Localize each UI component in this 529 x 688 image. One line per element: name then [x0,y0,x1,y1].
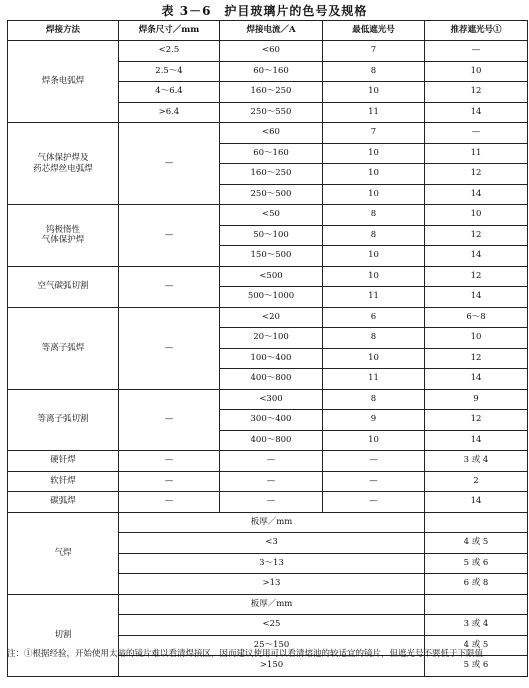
min-shade-cell: 11 [323,369,425,390]
rec-shade-cell: 14 [425,102,528,123]
table-row [8,41,528,62]
min-shade-cell: 11 [323,102,425,123]
rec-shade-cell: 4 或 5 [425,533,528,554]
rec-shade-cell: 10 [425,61,528,82]
shade-table [7,20,528,677]
method-cell: 钨极惰性 气体保护焊 [8,205,119,267]
rec-shade-cell: 3 或 4 [425,615,528,636]
rec-shade-cell: 12 [425,82,528,103]
size-cell: — [119,389,220,451]
current-cell: <50 [220,205,323,226]
min-shade-cell: 10 [323,430,425,451]
thickness-cell: <25 [119,615,425,636]
rec-shade-cell: 14 [425,369,528,390]
header-cell: 焊接方法 [8,21,119,41]
rec-shade-cell: — [425,41,528,62]
min-shade-cell: 10 [323,348,425,369]
min-cell: — [323,451,425,472]
thickness-cell: >150 [119,656,425,677]
header-cell: 焊条尺寸／mm [119,21,220,41]
current-cell: — [220,492,323,513]
header-cell: 推荐遮光号① [425,21,528,41]
size-cell: <2.5 [119,41,220,62]
rec-shade-cell [425,512,528,533]
rec-shade-cell: 14 [425,184,528,205]
rec-shade-cell: — [425,123,528,144]
current-cell: 150～500 [220,246,323,267]
size-cell: — [119,492,220,513]
rec-shade-cell: 12 [425,266,528,287]
min-cell: — [323,492,425,513]
table-row [8,471,528,492]
rec-shade-cell: 12 [425,410,528,431]
current-cell: — [220,451,323,472]
min-shade-cell: 6 [323,307,425,328]
min-shade-cell: 7 [323,123,425,144]
size-cell: — [119,205,220,267]
table-row [8,512,528,533]
current-cell: 20～100 [220,328,323,349]
method-cell: 等离子弧焊 [8,307,119,389]
current-cell: <60 [220,123,323,144]
thickness-cell: 3～13 [119,553,425,574]
rec-shade-cell: 11 [425,143,528,164]
table-row [8,594,528,615]
current-cell: 50～100 [220,225,323,246]
min-shade-cell: 9 [323,410,425,431]
method-cell: 焊条电弧焊 [8,41,119,123]
size-cell: — [119,451,220,472]
header-row [8,21,528,41]
current-cell: <20 [220,307,323,328]
method-cell: 硬钎焊 [8,451,119,472]
min-shade-cell: 8 [323,389,425,410]
rec-shade-cell: 12 [425,164,528,185]
current-cell: 400～800 [220,430,323,451]
min-shade-cell: 7 [323,41,425,62]
method-cell: 气焊 [8,512,119,594]
rec-shade-cell: 12 [425,348,528,369]
rec-shade-cell: 4 或 5 [425,635,528,656]
rec-shade-cell: 14 [425,287,528,308]
min-shade-cell: 8 [323,61,425,82]
thickness-header-cell: 板厚／mm [119,512,425,533]
size-cell: — [119,123,220,205]
size-cell: 2.5～4 [119,61,220,82]
table-row [8,492,528,513]
rec-shade-cell: 14 [425,430,528,451]
thickness-header-cell: 板厚／mm [119,594,425,615]
table-row [8,123,528,144]
current-cell: 250～500 [220,184,323,205]
min-shade-cell: 10 [323,184,425,205]
rec-shade-cell: 10 [425,328,528,349]
current-cell: 60～160 [220,143,323,164]
thickness-cell: <3 [119,533,425,554]
size-cell: — [119,307,220,389]
rec-shade-cell: 5 或 6 [425,553,528,574]
rec-shade-cell: 9 [425,389,528,410]
table-container [7,20,527,677]
min-shade-cell: 11 [323,287,425,308]
rec-shade-cell: 10 [425,205,528,226]
rec-shade-cell [425,594,528,615]
current-cell: <300 [220,389,323,410]
table-title: 表 3－6 护目玻璃片的色号及规格 [161,4,368,18]
current-cell: <500 [220,266,323,287]
size-cell: — [119,471,220,492]
current-cell: 160～250 [220,164,323,185]
table-row [8,205,528,226]
size-cell: — [119,266,220,307]
table-row [8,389,528,410]
min-shade-cell: 10 [323,266,425,287]
table-row [8,307,528,328]
current-cell: 250～550 [220,102,323,123]
current-cell: — [220,471,323,492]
current-cell: 60～160 [220,61,323,82]
rec-shade-cell: 6 或 8 [425,574,528,595]
min-shade-cell: 8 [323,225,425,246]
size-cell: 4～6.4 [119,82,220,103]
rec-shade-cell: 3 或 4 [425,451,528,472]
thickness-cell: 25～150 [119,635,425,656]
footnote: 注：①根据经验，开始使用太暗的镜片难以看清焊接区，因而建议使用可以看清熔池的较适宜的镜片，但遮光号不要低于下限值 [7,649,484,659]
min-cell: — [323,471,425,492]
current-cell: 400～800 [220,369,323,390]
table-row [8,451,528,472]
rec-shade-cell: 2 [425,471,528,492]
min-shade-cell: 8 [323,205,425,226]
min-shade-cell: 8 [323,328,425,349]
current-cell: <60 [220,41,323,62]
method-cell: 空气碳弧切割 [8,266,119,307]
method-cell: 软钎焊 [8,471,119,492]
min-shade-cell: 10 [323,246,425,267]
rec-shade-cell: 6～8 [425,307,528,328]
current-cell: 500～1000 [220,287,323,308]
header-cell: 焊接电流／A [220,21,323,41]
min-shade-cell: 10 [323,143,425,164]
current-cell: 160～250 [220,82,323,103]
thickness-cell: >13 [119,574,425,595]
rec-shade-cell: 5 或 6 [425,656,528,677]
rec-shade-cell: 14 [425,492,528,513]
header-cell: 最低遮光号 [323,21,425,41]
current-cell: 300～400 [220,410,323,431]
rec-shade-cell: 14 [425,246,528,267]
table-row [8,266,528,287]
min-shade-cell: 10 [323,82,425,103]
method-cell: 切割 [8,594,119,676]
table-body [8,41,528,677]
rec-shade-cell: 12 [425,225,528,246]
method-cell: 碳弧焊 [8,492,119,513]
method-cell: 等离子弧切割 [8,389,119,451]
method-cell: 气体保护焊及 药芯焊丝电弧焊 [8,123,119,205]
size-cell: >6.4 [119,102,220,123]
current-cell: 100～400 [220,348,323,369]
min-shade-cell: 10 [323,164,425,185]
